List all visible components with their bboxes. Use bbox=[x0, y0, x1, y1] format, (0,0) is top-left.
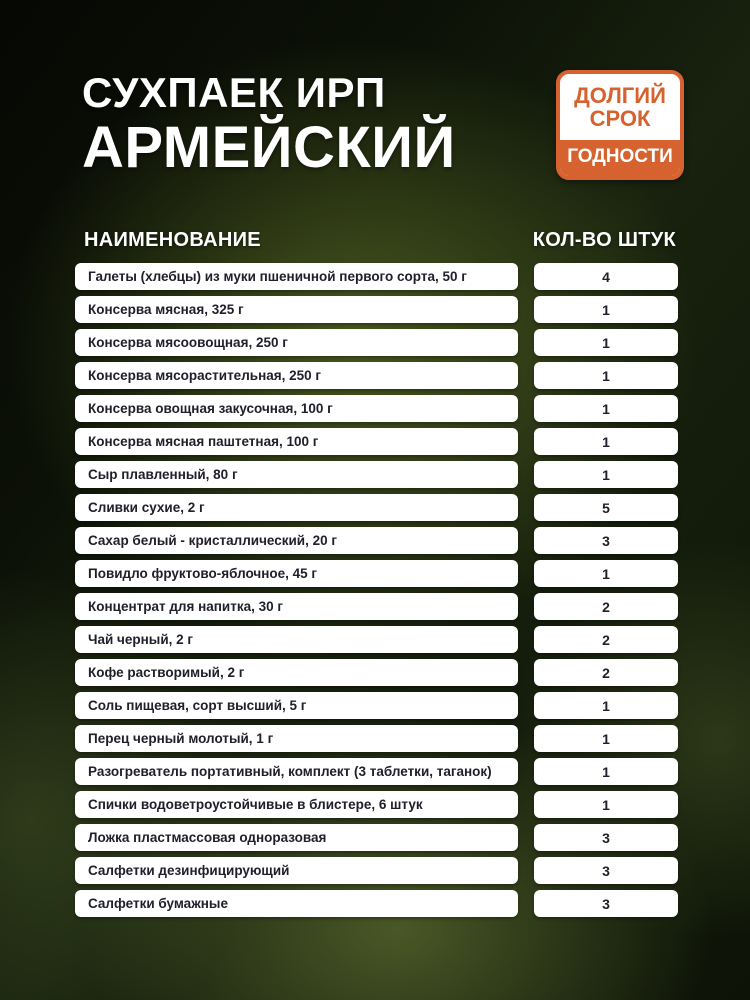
item-qty-pill bbox=[534, 725, 678, 752]
item-qty-pill bbox=[534, 527, 678, 554]
item-qty: 1 bbox=[602, 433, 610, 450]
column-header-qty: КОЛ-ВО ШТУК bbox=[532, 229, 676, 251]
table-row bbox=[75, 725, 678, 752]
title-line2: АРМЕЙСКИЙ bbox=[82, 115, 456, 180]
item-qty: 1 bbox=[602, 763, 610, 780]
item-qty-pill bbox=[534, 824, 678, 851]
item-name-pill bbox=[75, 857, 518, 884]
item-name: Консерва овощная закусочная, 100 г bbox=[88, 401, 333, 416]
item-name-pill bbox=[75, 626, 518, 653]
item-qty-pill bbox=[534, 263, 678, 290]
item-name-pill bbox=[75, 263, 518, 290]
table-row bbox=[75, 758, 678, 785]
item-qty-pill bbox=[534, 758, 678, 785]
item-qty: 1 bbox=[602, 367, 610, 384]
item-name: Салфетки бумажные bbox=[88, 896, 228, 911]
item-name: Ложка пластмассовая одноразовая bbox=[88, 830, 327, 845]
item-name: Сахар белый - кристаллический, 20 г bbox=[88, 533, 337, 548]
item-qty: 4 bbox=[602, 268, 610, 285]
table-row bbox=[75, 824, 678, 851]
item-name: Салфетки дезинфицирующий bbox=[88, 863, 290, 878]
item-qty-pill bbox=[534, 857, 678, 884]
item-name-pill bbox=[75, 329, 518, 356]
item-qty: 2 bbox=[602, 631, 610, 648]
item-name-pill bbox=[75, 428, 518, 455]
page-title bbox=[82, 69, 456, 180]
item-name-pill bbox=[75, 593, 518, 620]
item-name-pill bbox=[75, 692, 518, 719]
item-name: Перец черный молотый, 1 г bbox=[88, 731, 274, 746]
item-qty: 1 bbox=[602, 301, 610, 318]
item-qty: 1 bbox=[602, 697, 610, 714]
item-name: Спички водоветроустойчивые в блистере, 6 штук bbox=[88, 797, 423, 812]
item-qty-pill bbox=[534, 626, 678, 653]
item-name-pill bbox=[75, 494, 518, 521]
item-qty: 1 bbox=[602, 400, 610, 417]
item-name-pill bbox=[75, 296, 518, 323]
item-name: Галеты (хлебцы) из муки пшеничной первого сорта, 50 г bbox=[88, 269, 467, 284]
table-header bbox=[75, 229, 678, 252]
item-qty-pill bbox=[534, 593, 678, 620]
item-name: Сыр плавленный, 80 г bbox=[88, 467, 238, 482]
item-name: Кофе растворимый, 2 г bbox=[88, 665, 245, 680]
item-name: Повидло фруктово-яблочное, 45 г bbox=[88, 566, 318, 581]
item-qty-pill bbox=[534, 494, 678, 521]
items-list bbox=[75, 263, 678, 923]
column-header-name: НАИМЕНОВАНИЕ bbox=[84, 229, 261, 251]
item-name-pill bbox=[75, 890, 518, 917]
table-row bbox=[75, 395, 678, 422]
item-qty-pill bbox=[534, 395, 678, 422]
item-qty: 5 bbox=[602, 499, 610, 516]
item-qty: 1 bbox=[602, 334, 610, 351]
item-qty-pill bbox=[534, 362, 678, 389]
item-name: Консерва мясорастительная, 250 г bbox=[88, 368, 322, 383]
item-name-pill bbox=[75, 791, 518, 818]
badge-line2: СРОК bbox=[589, 105, 651, 131]
table-row bbox=[75, 890, 678, 917]
badge-bottom-section: ГОДНОСТИ bbox=[560, 140, 680, 176]
table-row bbox=[75, 362, 678, 389]
item-qty: 2 bbox=[602, 664, 610, 681]
shelf-life-badge bbox=[556, 70, 684, 180]
item-name-pill bbox=[75, 824, 518, 851]
item-name: Соль пищевая, сорт высший, 5 г bbox=[88, 698, 307, 713]
item-qty-pill bbox=[534, 890, 678, 917]
item-qty-pill bbox=[534, 428, 678, 455]
item-name-pill bbox=[75, 395, 518, 422]
item-qty-pill bbox=[534, 659, 678, 686]
item-qty-pill bbox=[534, 560, 678, 587]
table-row bbox=[75, 857, 678, 884]
item-name-pill bbox=[75, 362, 518, 389]
item-qty: 1 bbox=[602, 466, 610, 483]
table-row bbox=[75, 329, 678, 356]
table-row bbox=[75, 494, 678, 521]
item-name-pill bbox=[75, 527, 518, 554]
badge-top-section bbox=[560, 74, 680, 140]
item-qty-pill bbox=[534, 791, 678, 818]
table-row bbox=[75, 593, 678, 620]
item-name: Консерва мясная паштетная, 100 г bbox=[88, 434, 319, 449]
item-qty-pill bbox=[534, 329, 678, 356]
table-row bbox=[75, 461, 678, 488]
item-qty: 1 bbox=[602, 730, 610, 747]
item-qty: 3 bbox=[602, 829, 610, 846]
table-row bbox=[75, 791, 678, 818]
item-name: Сливки сухие, 2 г bbox=[88, 500, 205, 515]
item-name: Консерва мясоовощная, 250 г bbox=[88, 335, 288, 350]
title-line1: СУХПАЕК ИРП bbox=[82, 69, 386, 116]
item-name: Концентрат для напитка, 30 г bbox=[88, 599, 283, 614]
item-qty: 1 bbox=[602, 565, 610, 582]
table-row bbox=[75, 560, 678, 587]
table-row bbox=[75, 659, 678, 686]
item-qty: 3 bbox=[602, 532, 610, 549]
table-row bbox=[75, 428, 678, 455]
item-name-pill bbox=[75, 560, 518, 587]
item-qty: 3 bbox=[602, 895, 610, 912]
table-row bbox=[75, 263, 678, 290]
item-qty: 2 bbox=[602, 598, 610, 615]
item-name: Чай черный, 2 г bbox=[88, 632, 194, 647]
item-qty: 3 bbox=[602, 862, 610, 879]
item-name-pill bbox=[75, 725, 518, 752]
table-row bbox=[75, 296, 678, 323]
item-name: Разогреватель портативный, комплект (3 таблетки, таганок) bbox=[88, 764, 492, 779]
item-name-pill bbox=[75, 758, 518, 785]
item-qty-pill bbox=[534, 692, 678, 719]
item-qty-pill bbox=[534, 461, 678, 488]
item-name: Консерва мясная, 325 г bbox=[88, 302, 244, 317]
item-name-pill bbox=[75, 461, 518, 488]
item-qty-pill bbox=[534, 296, 678, 323]
table-row bbox=[75, 527, 678, 554]
table-row bbox=[75, 626, 678, 653]
table-row bbox=[75, 692, 678, 719]
item-name-pill bbox=[75, 659, 518, 686]
item-qty: 1 bbox=[602, 796, 610, 813]
badge-line1: ДОЛГИЙ bbox=[574, 83, 666, 108]
